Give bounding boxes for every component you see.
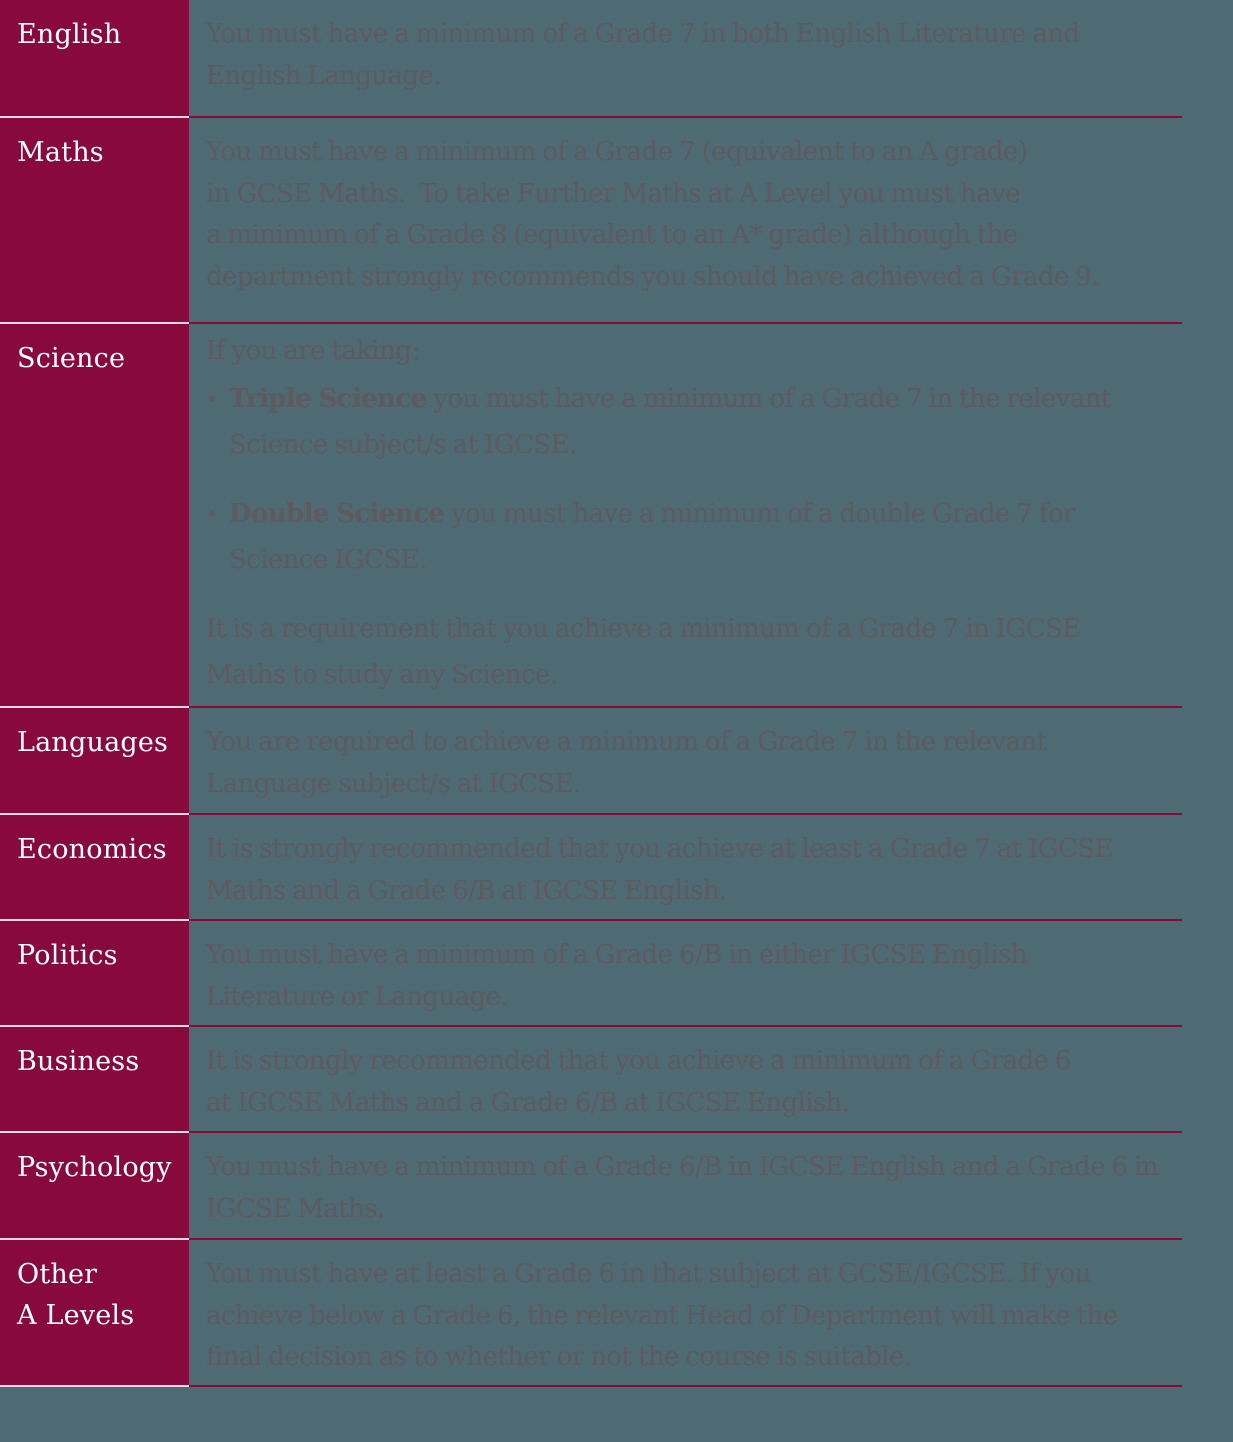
list-item-double-science [206,491,1142,583]
table-row-economics [0,815,1182,921]
requirement-text [189,0,1182,118]
requirement-line: in GCSE Maths. To take Further Maths at A Level you must have [206,178,1020,209]
requirement-text [189,708,1182,815]
table-row-maths [0,118,1182,324]
table-row-science [0,324,1182,708]
list-item-triple-science [206,376,1142,468]
requirement-paragraph: It is strongly recommended that you achieve at least a Grade 7 at IGCSE Maths and a Grade 6/B at IGCSE English. [206,834,1113,906]
requirement-paragraph: You must have a minimum of a Grade 6/B in either IGCSE English Literature or Language. [206,940,1027,1012]
requirement-line: department strongly recommends you should have achieved a Grade 9. [206,261,1099,292]
subject-label: Science [0,324,189,708]
subject-label: English [0,0,189,118]
option-name: Triple Science [229,384,427,414]
requirement-paragraph: You must have a minimum of a Grade 6/B in IGCSE English and a Grade 6 in IGCSE Maths. [206,1152,1158,1224]
science-options-list [206,376,1142,583]
requirement-paragraph: You must have a minimum of a Grade 7 in both English Literature and English Language. [206,19,1080,91]
bullet-icon: • [206,502,218,526]
subject-label-line: Other [17,1259,98,1290]
requirement-text [189,815,1182,921]
subject-label: Maths [0,118,189,324]
requirement-outro: It is a requirement that you achieve a minimum of a Grade 7 in IGCSE Maths to study any Science. [206,614,1081,690]
requirement-paragraph: You must have at least a Grade 6 in that subject at GCSE/IGCSE. If you achieve below a Grade 6, the relevant Head of Department will make the final decision as to whether or not the course is suitable. [206,1259,1118,1372]
table-row-english [0,0,1182,118]
requirement-line: You must have a minimum of a Grade 7 (equivalent to an A grade) [206,137,1028,167]
subject-label [0,1240,189,1387]
requirement-paragraph: You are required to achieve a minimum of a Grade 7 in the relevant Language subject/s at IGCSE. [206,727,1047,799]
subject-label: Politics [0,921,189,1027]
table-row-other-a-levels [0,1240,1182,1387]
requirement-line: at IGCSE Maths and a Grade 6/B at IGCSE English. [206,1087,850,1118]
requirement-line: It is strongly recommended that you achieve a minimum of a Grade 6 [206,1046,1071,1076]
requirement-text [189,118,1182,324]
table-row-business [0,1027,1182,1133]
option-name: Double Science [229,499,445,529]
subject-label: Psychology [0,1133,189,1240]
option-text: you must have a minimum of a double Grade 7 for Science IGCSE. [229,499,1075,575]
subject-label: Languages [0,708,189,815]
requirement-text [189,1027,1182,1133]
table-row-languages [0,708,1182,815]
requirement-intro: If you are taking: [206,336,420,366]
table-row-politics [0,921,1182,1027]
requirement-text [189,1240,1182,1387]
subject-label: Business [0,1027,189,1133]
bullet-icon: • [206,387,218,411]
requirement-line: a minimum of a Grade 8 (equivalent to an A* grade) although the [206,220,1018,250]
requirement-text [189,1133,1182,1240]
requirement-text [189,921,1182,1027]
subject-label: Economics [0,815,189,921]
requirement-text [189,324,1182,708]
table-row-psychology [0,1133,1182,1240]
option-text: you must have a minimum of a Grade 7 in the relevant Science subject/s at IGCSE. [229,384,1111,460]
subject-label-line: A Levels [17,1300,135,1331]
